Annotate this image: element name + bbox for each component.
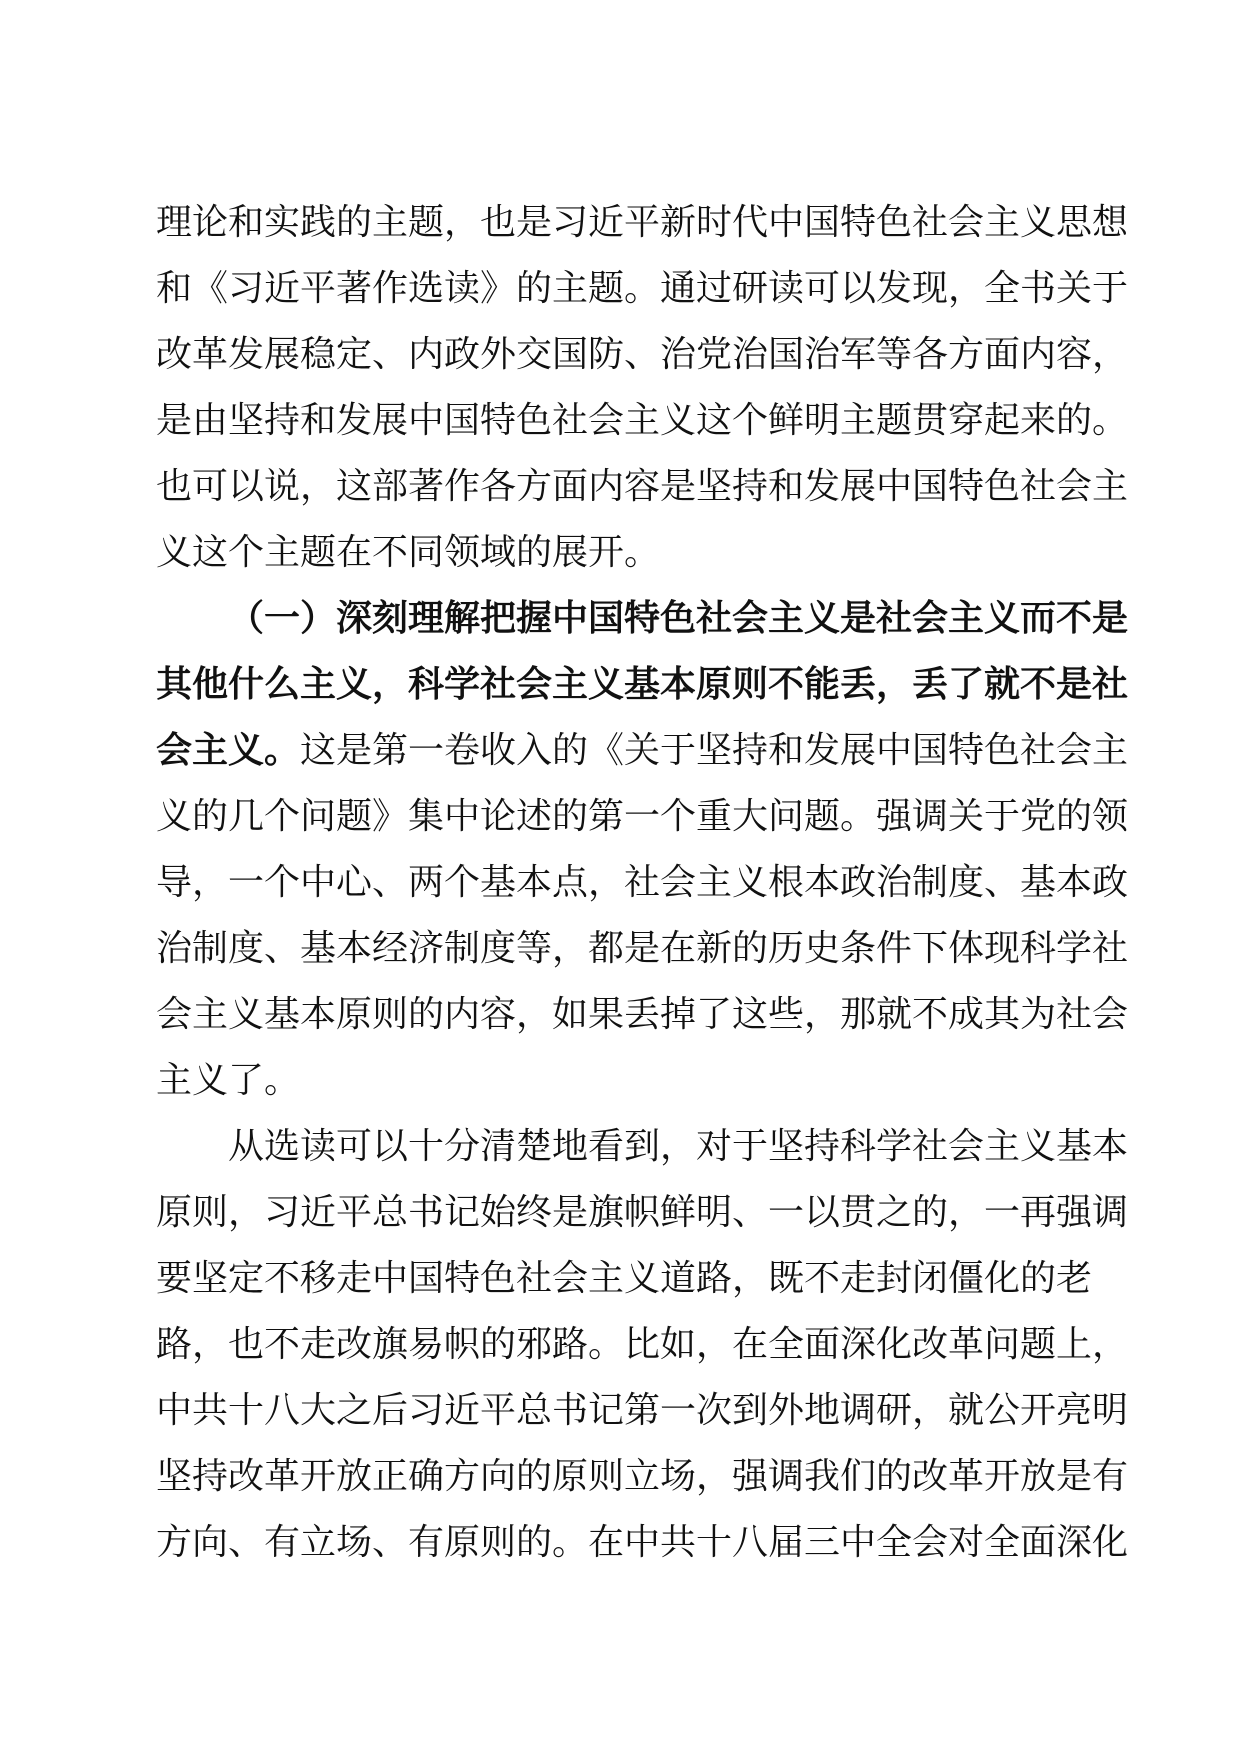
paragraph-line: 会主义基本原则的内容，如果丢掉了这些，那就不成其为社会 xyxy=(156,994,1129,1035)
paragraph-line: 义这个主题在不同领域的展开。 xyxy=(156,532,661,573)
paragraph-line: 改革发展稳定、内政外交国防、治党治国治军等各方面内容， xyxy=(156,334,1129,375)
section-heading-line: 其他什么主义，科学社会主义基本原则不能丢，丢了就不是社 xyxy=(156,664,1129,705)
paragraph-line: 义的几个问题》集中论述的第一个重大问题。强调关于党的领 xyxy=(156,796,1129,837)
paragraph-line: 要坚定不移走中国特色社会主义道路，既不走封闭僵化的老 xyxy=(156,1258,1093,1299)
paragraph-line: 方向、有立场、有原则的。在中共十八届三中全会对全面深化 xyxy=(156,1522,1129,1563)
paragraph-line: 和《习近平著作选读》的主题。通过研读可以发现，全书关于 xyxy=(156,268,1129,309)
paragraph-3 xyxy=(156,1114,1129,1576)
paragraph-line: 中共十八大之后习近平总书记第一次到外地调研，就公开亮明 xyxy=(156,1390,1129,1431)
paragraph-line: 路，也不走改旗易帜的邪路。比如，在全面深化改革问题上， xyxy=(156,1324,1129,1365)
paragraph-line: 理论和实践的主题，也是习近平新时代中国特色社会主义思想 xyxy=(156,202,1129,243)
paragraph-line: 原则，习近平总书记始终是旗帜鲜明、一以贯之的，一再强调 xyxy=(156,1192,1129,1233)
paragraph-line: 也可以说，这部著作各方面内容是坚持和发展中国特色社会主 xyxy=(156,466,1129,507)
paragraph-line: 是由坚持和发展中国特色社会主义这个鲜明主题贯穿起来的。 xyxy=(156,400,1129,441)
paragraph-1 xyxy=(156,190,1129,586)
section-heading-tail: 会主义。 xyxy=(156,730,301,771)
paragraph-line: 主义了。 xyxy=(156,1060,301,1101)
paragraph-line: 导，一个中心、两个基本点，社会主义根本政治制度、基本政 xyxy=(156,862,1129,903)
paragraph-2 xyxy=(156,586,1129,1114)
paragraph-line-mixed xyxy=(156,718,1129,784)
section-body-start: 这是第一卷收入的《关于坚持和发展中国特色社会主 xyxy=(300,730,1129,771)
paragraph-line: 坚持改革开放正确方向的原则立场，强调我们的改革开放是有 xyxy=(156,1456,1129,1497)
paragraph-line: 治制度、基本经济制度等，都是在新的历史条件下体现科学社 xyxy=(156,928,1129,969)
section-heading-line: （一）深刻理解把握中国特色社会主义是社会主义而不是 xyxy=(228,598,1129,639)
paragraph-line: 从选读可以十分清楚地看到，对于坚持科学社会主义基本 xyxy=(228,1126,1129,1167)
